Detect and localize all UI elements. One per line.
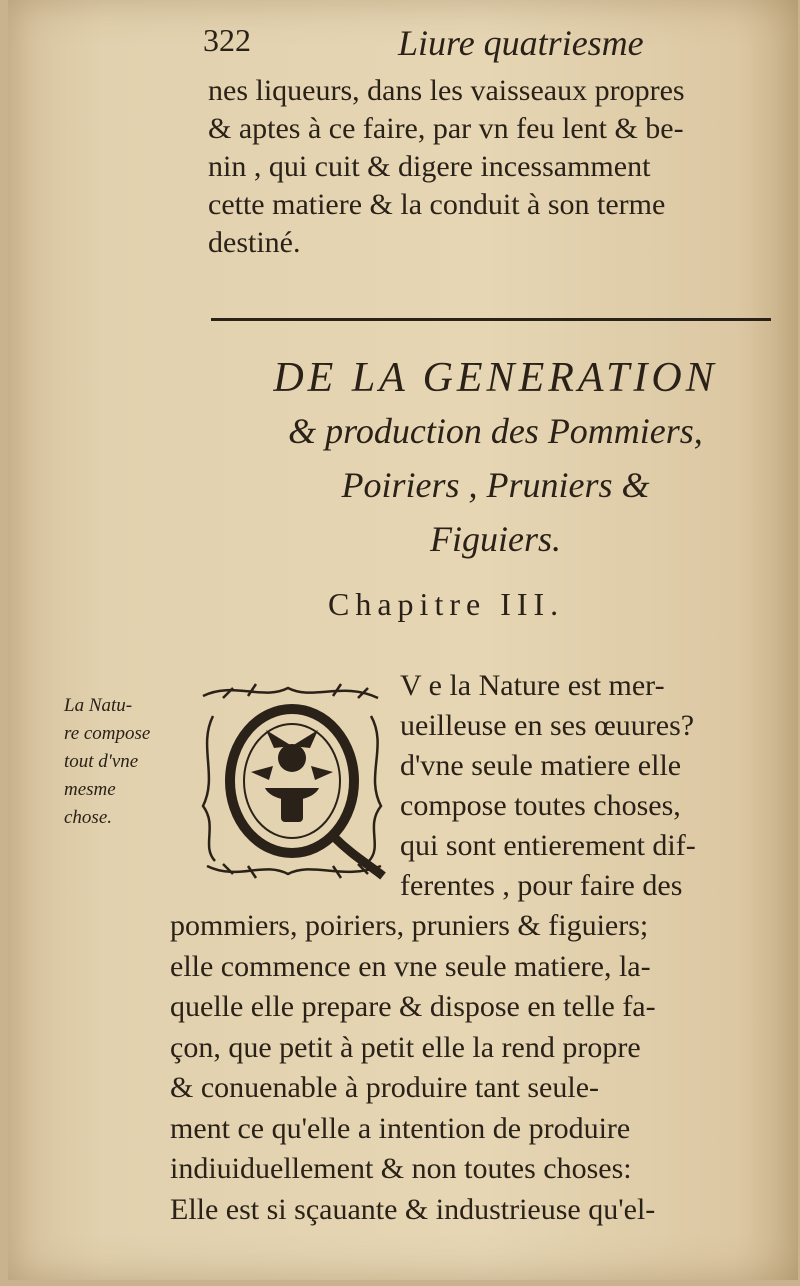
section-divider — [211, 318, 771, 321]
text-line: V e la Nature est mer- — [400, 669, 665, 702]
text-line: destiné. — [208, 226, 301, 259]
text-line: cette matiere & la conduit à son terme — [208, 188, 666, 221]
intro-paragraph — [208, 72, 796, 262]
text-line: & aptes à ce faire, par vn feu lent & be- — [208, 112, 684, 145]
margin-note-line: chose. — [64, 807, 113, 828]
text-line: compose toutes choses, — [400, 789, 681, 822]
text-line: d'vne seule matiere elle — [400, 749, 682, 782]
text-line: ueilleuse en ses œuures? — [400, 709, 695, 742]
book-page — [8, 0, 798, 1280]
text-line: qui sont entierement dif- — [400, 829, 696, 862]
margin-note — [64, 692, 194, 832]
text-line: Elle est si sçauante & industrieuse qu'el- — [170, 1192, 656, 1226]
section-title-line: Poiriers , Pruniers & — [341, 465, 650, 505]
running-title: Liure quatriesme — [398, 23, 644, 63]
section-title-line: & production des Pommiers, — [288, 411, 703, 451]
margin-note-line: tout d'vne — [64, 751, 139, 772]
page-number: 322 — [203, 22, 251, 58]
text-line: quelle elle prepare & dispose en telle fa- — [170, 990, 656, 1023]
chapter-heading: Chapitre III. — [328, 586, 565, 622]
text-line: pommiers, poiriers, pruniers & figuiers; — [170, 909, 649, 942]
section-title-line: Figuiers. — [430, 519, 561, 559]
margin-note-line: re compose — [64, 723, 151, 744]
text-line: indiuiduellement & non toutes choses: — [170, 1152, 632, 1185]
ornamental-drop-cap-q-icon — [193, 676, 391, 886]
text-line: ment ce qu'elle a intention de produire — [170, 1111, 631, 1145]
section-title — [203, 352, 788, 566]
text-line: çon, que petit à petit elle la rend propre — [170, 1030, 641, 1064]
text-line: nes liqueurs, dans les vaisseaux propres — [208, 74, 685, 107]
body-paragraph — [170, 906, 770, 1230]
margin-note-line: mesme — [64, 779, 116, 800]
paragraph-beside-initial — [400, 666, 770, 906]
margin-note-line: La Natu- — [64, 695, 133, 716]
text-line: ferentes , pour faire des — [400, 869, 683, 902]
text-line: nin , qui cuit & digere incessamment — [208, 150, 651, 183]
text-line: elle commence en vne seule matiere, la- — [170, 949, 651, 983]
text-line: & conuenable à produire tant seule- — [170, 1071, 599, 1104]
page-header — [203, 22, 763, 70]
section-title-line: DE LA GENERATION — [273, 355, 718, 401]
